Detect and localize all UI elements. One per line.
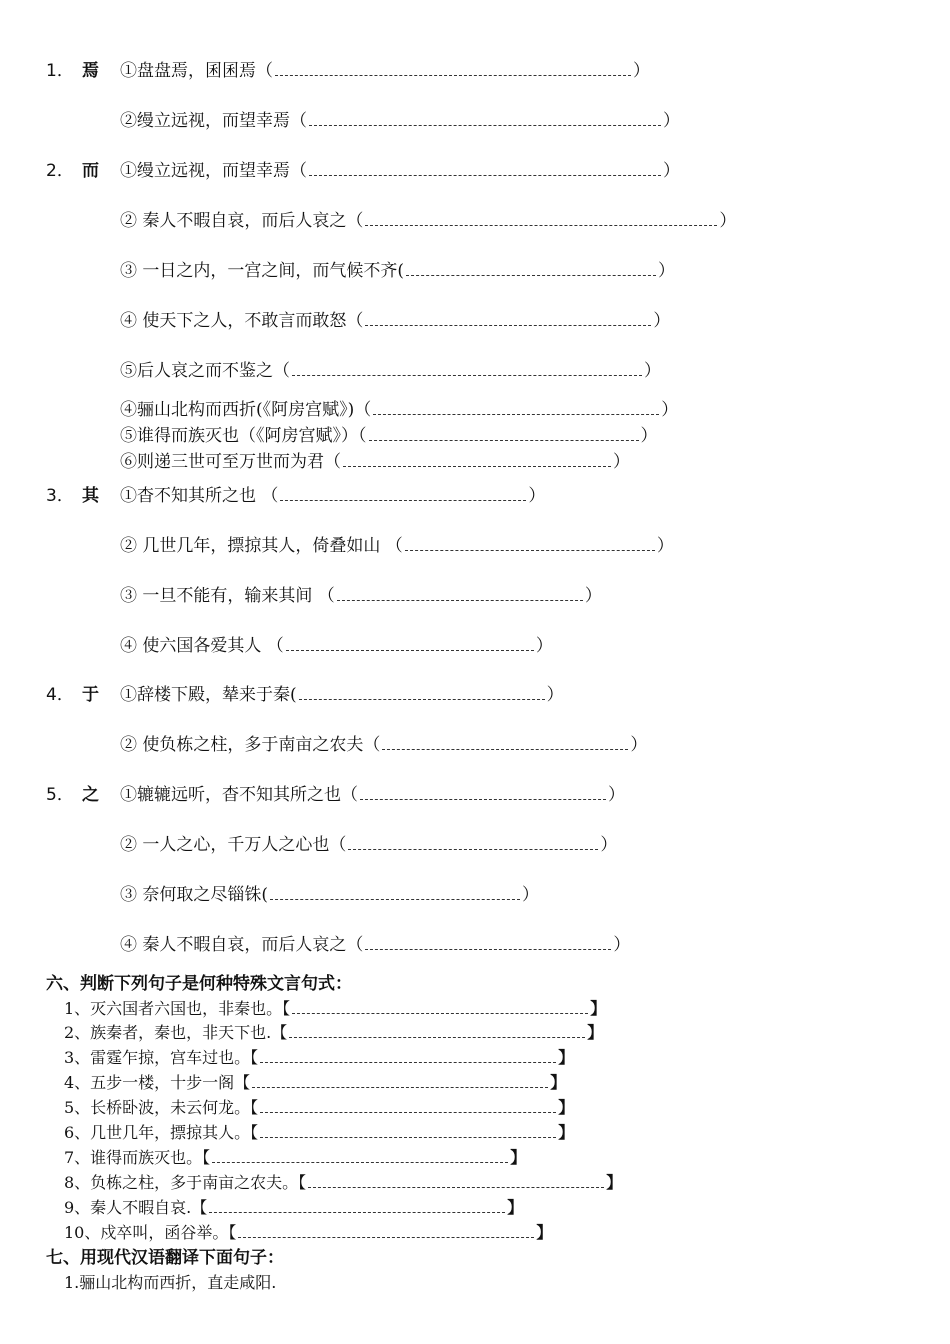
section-6-item-9 xyxy=(64,1197,523,1219)
question-1-row-2 xyxy=(120,110,680,132)
sentence: ③ 一旦不能有，输来其间 （ xyxy=(120,586,335,606)
paren-close: ） xyxy=(528,486,546,506)
question-2-row-2 xyxy=(120,210,736,232)
answer-blank[interactable] xyxy=(348,835,598,850)
question-2-row-8 xyxy=(120,451,630,473)
answer-blank[interactable] xyxy=(260,1098,556,1113)
item-text: 10、戍卒叫，函谷举。【 xyxy=(64,1223,237,1242)
section-7-heading: 七、用现代汉语翻译下面句子： xyxy=(46,1248,284,1268)
answer-blank[interactable] xyxy=(260,1123,556,1138)
bracket-close: 】 xyxy=(558,1123,575,1142)
answer-blank[interactable] xyxy=(260,1048,556,1063)
sentence: ② 一人之心，千万人之心也（ xyxy=(120,835,347,855)
paren-close: ） xyxy=(522,885,540,905)
section-6-item-7 xyxy=(64,1147,526,1169)
question-number: 5． xyxy=(46,785,74,805)
sentence: ② 秦人不暇自哀，而后人哀之（ xyxy=(120,211,364,231)
paren-close: ） xyxy=(658,261,676,281)
answer-blank[interactable] xyxy=(212,1148,508,1163)
answer-blank[interactable] xyxy=(405,536,655,551)
paren-close: ） xyxy=(719,211,737,231)
question-4-row-2 xyxy=(120,734,647,756)
sentence: ⑤后人哀之而不鉴之（ xyxy=(120,361,290,381)
answer-blank[interactable] xyxy=(252,1073,548,1088)
section-6-item-2 xyxy=(64,1022,603,1044)
answer-blank[interactable] xyxy=(369,426,639,441)
paren-close: ） xyxy=(663,111,680,131)
question-1-row-1 xyxy=(46,60,650,82)
keyword: 而 xyxy=(82,161,99,181)
question-number: 4． xyxy=(46,685,74,705)
question-number: 2． xyxy=(46,161,74,181)
section-7-item-1: 1.骊山北构而西折，直走咸阳. xyxy=(64,1273,277,1292)
answer-blank[interactable] xyxy=(292,361,642,376)
section-6-item-5 xyxy=(64,1097,574,1119)
question-3-row-4 xyxy=(120,635,553,657)
bracket-close: 】 xyxy=(510,1148,527,1167)
question-2-row-1 xyxy=(46,160,680,182)
item-text: 4、五步一楼，十步一阁【 xyxy=(64,1073,251,1092)
answer-blank[interactable] xyxy=(343,452,611,467)
paren-close: ） xyxy=(663,161,680,181)
section-6-item-6 xyxy=(64,1122,574,1144)
keyword: 之 xyxy=(82,785,99,805)
section-6-item-10 xyxy=(64,1222,552,1244)
paren-close: ） xyxy=(613,452,630,472)
bracket-close: 】 xyxy=(558,1048,575,1067)
question-number: 3． xyxy=(46,486,74,506)
section-6-item-4 xyxy=(64,1072,566,1094)
answer-blank[interactable] xyxy=(292,999,588,1014)
paren-close: ） xyxy=(630,735,648,755)
section-6-item-8 xyxy=(64,1172,622,1194)
sentence: ④骊山北构而西折(《阿房宫赋》)（ xyxy=(120,400,372,420)
answer-blank[interactable] xyxy=(308,1173,604,1188)
answer-blank[interactable] xyxy=(365,935,611,950)
answer-blank[interactable] xyxy=(365,311,651,326)
answer-blank[interactable] xyxy=(299,685,545,700)
paren-close: ） xyxy=(656,536,674,556)
answer-blank[interactable] xyxy=(337,586,583,601)
answer-blank[interactable] xyxy=(286,636,534,651)
answer-blank[interactable] xyxy=(309,111,661,126)
item-text: 3、雷霆乍掠，宫车过也。【 xyxy=(64,1048,259,1067)
answer-blank[interactable] xyxy=(238,1223,534,1238)
item-text: 5、长桥卧波，未云何龙。【 xyxy=(64,1098,259,1117)
paren-close: ） xyxy=(653,311,671,331)
answer-blank[interactable] xyxy=(309,161,661,176)
item-text: 8、负栋之柱，多于南亩之农夫。【 xyxy=(64,1173,307,1192)
item-text: 2、族秦者，秦也，非天下也.【 xyxy=(64,1023,288,1042)
answer-blank[interactable] xyxy=(289,1023,585,1038)
item-text: 6、几世几年，摽掠其人。【 xyxy=(64,1123,259,1142)
keyword: 其 xyxy=(82,486,99,506)
section-6-item-1 xyxy=(64,998,606,1020)
paren-close: ） xyxy=(613,935,631,955)
question-3-row-3 xyxy=(120,585,602,607)
answer-blank[interactable] xyxy=(373,400,659,415)
sentence: ②缦立远视，而望幸焉（ xyxy=(120,111,307,131)
keyword: 焉 xyxy=(82,61,99,81)
sentence: ④ 使六国各爱其人 （ xyxy=(120,636,284,656)
question-3-row-1 xyxy=(46,485,545,507)
sentence: ⑤谁得而族灭也（《阿房宫赋》）（ xyxy=(120,426,367,446)
sentence: ③ 一日之内，一宫之间，而气候不齐( xyxy=(120,261,405,281)
answer-blank[interactable] xyxy=(275,61,631,76)
bracket-close: 】 xyxy=(550,1073,567,1092)
paren-close: ） xyxy=(600,835,618,855)
sentence: ④ 使天下之人，不敢言而敢怒（ xyxy=(120,311,364,331)
sentence: ①辘辘远听，杳不知其所之也（ xyxy=(120,785,358,805)
answer-blank[interactable] xyxy=(360,785,606,800)
question-number: 1． xyxy=(46,61,74,81)
sentence: ② 使负栋之柱，多于南亩之农夫（ xyxy=(120,735,381,755)
item-text: 1、灭六国者六国也，非秦也。【 xyxy=(64,999,291,1018)
paren-close: ） xyxy=(644,361,661,381)
paren-close: ） xyxy=(546,685,564,705)
keyword: 于 xyxy=(82,685,99,705)
sentence: ①辞楼下殿，辇来于秦( xyxy=(120,685,297,705)
sentence: ①杳不知其所之也 （ xyxy=(120,486,279,506)
paren-close: ） xyxy=(640,426,658,446)
sentence: ② 几世几年，摽掠其人，倚叠如山 （ xyxy=(120,536,403,556)
sentence: ③ 奈何取之尽锱铢( xyxy=(120,885,269,905)
question-5-row-3 xyxy=(120,884,539,906)
bracket-close: 】 xyxy=(558,1098,575,1117)
answer-blank[interactable] xyxy=(382,735,628,750)
section-6-item-3 xyxy=(64,1047,574,1069)
sentence: ①盘盘焉，囷囷焉（ xyxy=(120,61,273,81)
sentence: ⑥则递三世可至万世而为君（ xyxy=(120,452,341,472)
item-text: 7、谁得而族灭也。【 xyxy=(64,1148,211,1167)
bracket-close: 】 xyxy=(606,1173,623,1192)
question-4-row-1 xyxy=(46,684,564,706)
section-6-heading: 六、判断下列句子是何种特殊文言句式： xyxy=(46,974,352,994)
bracket-close: 】 xyxy=(587,1023,604,1042)
sentence: ①缦立远视，而望幸焉（ xyxy=(120,161,307,181)
question-5-row-2 xyxy=(120,834,617,856)
paren-close: ） xyxy=(633,61,650,81)
question-5-row-1 xyxy=(46,784,625,806)
question-3-row-2 xyxy=(120,535,674,557)
bracket-close: 】 xyxy=(507,1198,524,1217)
answer-blank[interactable] xyxy=(406,261,656,276)
sentence: ④ 秦人不暇自哀，而后人哀之（ xyxy=(120,935,364,955)
question-2-row-7 xyxy=(120,425,658,447)
answer-blank[interactable] xyxy=(280,486,526,501)
question-2-row-5 xyxy=(120,360,661,382)
question-2-row-6 xyxy=(120,399,678,421)
question-5-row-4 xyxy=(120,934,630,956)
question-2-row-4 xyxy=(120,310,670,332)
question-2-row-3 xyxy=(120,260,675,282)
answer-blank[interactable] xyxy=(270,885,520,900)
paren-close: ） xyxy=(535,636,553,656)
bracket-close: 】 xyxy=(590,999,607,1018)
answer-blank[interactable] xyxy=(209,1198,505,1213)
paren-close: ） xyxy=(661,400,679,420)
item-text: 9、秦人不暇自哀.【 xyxy=(64,1198,208,1217)
paren-close: ） xyxy=(608,785,625,805)
bracket-close: 】 xyxy=(536,1223,553,1242)
answer-blank[interactable] xyxy=(365,211,717,226)
paren-close: ） xyxy=(584,586,602,606)
